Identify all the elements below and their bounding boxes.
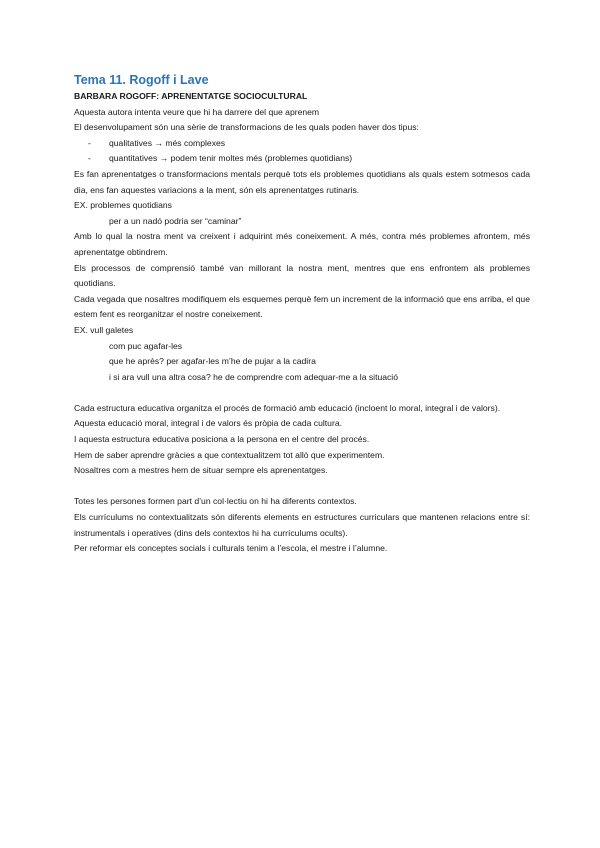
types-list [74, 136, 530, 167]
example-2-item-3: i si ara vull una altra cosa? he de comprendre com adequar-me a la situació [109, 371, 398, 382]
document-page [74, 72, 530, 557]
spacer [74, 385, 530, 401]
list-item-text: quantitatives → podem tenir moltes més (problemes quotidians) [109, 153, 353, 164]
intro-line-2: El desenvolupament són una sèrie de transformacions de les quals poden haver dos tipus: [74, 122, 419, 133]
example-1-label: EX. problemes quotidians [74, 200, 172, 211]
section-2-line-3: I aquesta estructura educativa posiciona a la persona en el centre del procés. [74, 434, 370, 445]
spacer [74, 479, 530, 495]
intro-line-1: Aquesta autora intenta veure que hi ha darrere del que aprenem [74, 106, 320, 117]
section-2-line-1: Cada estructura educativa organitza el procés de formació amb educació (incloent lo moral, integral i de valors). [74, 402, 501, 413]
example-2-item-1: com puc agafar-les [109, 340, 183, 351]
document-subtitle: BARBARA ROGOFF: APRENENTATGE SOCIOCULTURAL [74, 91, 308, 101]
list-item [74, 136, 530, 152]
paragraph-2: Amb lo qual la nostra ment va creixent i adquirint més coneixement. A més, contra més problemes afrontem, més aprenentatge obtindrem. [74, 231, 530, 257]
paragraph-4: Cada vegada que nosaltres modifiquem els esquemes perquè fem un increment de la informació que ens arriba, el que estem fent es reorganitzar el nostre coneixement. [74, 293, 530, 320]
example-2-label: EX. vull galetes [74, 324, 134, 335]
dash-bullet: - [88, 153, 91, 164]
list-item-text: qualitatives → més complexes [109, 137, 226, 148]
list-item [74, 151, 530, 167]
example-2-item-2: que he après? per agafar-les m’he de pujar a la cadira [109, 356, 316, 367]
paragraph-1: Es fan aprenentatges o transformacions mentals perquè tots els problemes quotidians als quals estem sotmesos cada dia, ens fan aquestes variacions a la ment, són els aprenentatges rutinaris. [74, 168, 530, 195]
section-2-line-2: Aquesta educació moral, integral i de valors és pròpia de cada cultura. [74, 418, 342, 429]
paragraph-3: Els processos de comprensió també van millorant la nostra ment, mentres que ens enfrontem als problemes quotidians. [74, 262, 530, 289]
section-3-line-2: Els currículums no contextualitzats són diferents elements en estructures curriculars que mantenen relacions entre sí: instrumentals i operatives (dins dels contextos hi ha currículums ocults). [74, 512, 530, 538]
dash-bullet: - [88, 137, 91, 148]
document-title: Tema 11. Rogoff i Lave [74, 73, 209, 87]
section-2-line-4: Hem de saber aprendre gràcies a que contextualitzem tot allò que experimentem. [74, 449, 385, 460]
section-3-line-1: Totes les persones formen part d’un col·lectiu on hi ha diferents contextos. [74, 496, 357, 507]
section-2-line-5: Nosaltres com a mestres hem de situar sempre els aprenentatges. [74, 465, 328, 476]
example-1-item: per a un nadó podria ser “caminar” [109, 215, 242, 226]
section-3-line-3: Per reformar els conceptes socials i culturals tenim a l’escola, el mestre i l’alumne. [74, 543, 388, 554]
